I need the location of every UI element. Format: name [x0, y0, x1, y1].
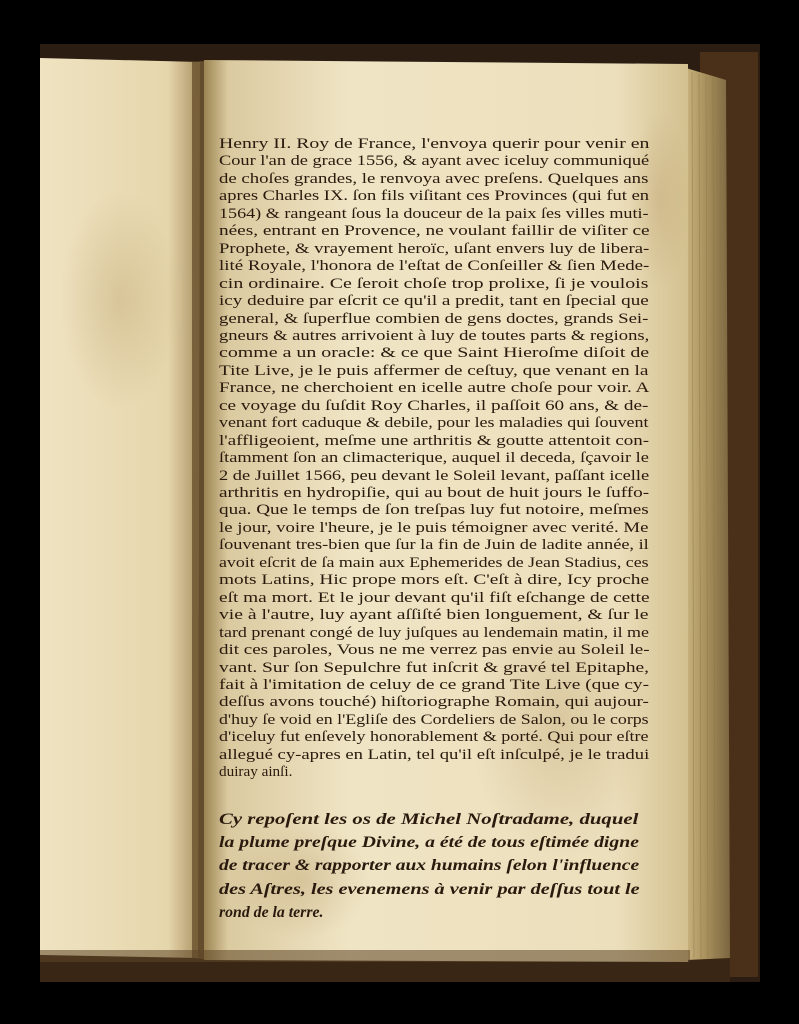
- right-page-line: la plume preſque Divine, a été de tous eſtimée digne: [219, 834, 639, 852]
- right-page-line: duiray ainſi.: [219, 763, 293, 781]
- right-page-line: de tracer & rapporter aux humains ſelon l'influence: [219, 857, 640, 875]
- right-page-line: 1564) & rangeant ſous la douceur de la paix ſes villes muti-: [219, 204, 649, 222]
- right-page-line: de choſes grandes, le renvoya avec preſens. Quelques ans: [219, 169, 649, 187]
- right-page-line: d'huy ſe void en l'Egliſe des Cordeliers de Salon, ou le corps: [219, 710, 649, 728]
- right-page-line: 2 de Juillet 1566, peu devant le Soleil levant, paſſant icelle: [219, 466, 650, 484]
- right-page-line: Cy repoſent les os de Michel Noſtradame, duquel: [219, 811, 639, 828]
- right-page-line: cin ordinaire. Ce ſeroit choſe trop prolixe, ſi je voulois: [219, 274, 649, 292]
- right-page-line: vant. Sur ſon Sepulchre fut inſcrit & gravé tel Epitaphe,: [219, 658, 649, 676]
- right-page-line: mots Latins, Hic prope mors eſt. C'eſt à dire, Icy proche: [219, 571, 650, 589]
- right-page-line: ſouvenant tres-bien que ſur la fin de Juin de ladite année, il: [219, 536, 649, 554]
- right-page-line: tard prenant congé de luy juſques au lendemain matin, il me: [219, 623, 649, 641]
- right-page-line: fait à l'imitation de celuy de ce grand Tite Live (que cy-: [219, 675, 650, 693]
- right-page-line: vie à l'autre, luy ayant aſſiſté bien longuement, & ſur le: [219, 606, 649, 624]
- right-page-line: Prophete, & vrayement heroïc, uſant envers luy de libera-: [219, 239, 650, 257]
- right-page-line: lité Royale, l'honora de l'eſtat de Conſeiller & ſien Mede-: [219, 257, 650, 275]
- right-page-line: deſſus avons touché) hiſtoriographe Romain, qui aujour-: [219, 693, 649, 711]
- right-page-line: avoit eſcrit de ſa main aux Ephemerides de Jean Stadius, ces: [219, 553, 649, 571]
- right-page-line: nées, entrant en Provence, ne voulant faillir de viſiter ce: [219, 222, 650, 240]
- right-page-line: apres Charles IX. ſon fils viſitant ces Provinces (qui fut en: [219, 187, 650, 205]
- right-page-line: des Aſtres, les evenemens à venir par deſſus tout le: [219, 880, 640, 898]
- right-page-line: arthritis en hydropiſie, qui au bout de huit jours le ſuffo-: [219, 484, 650, 501]
- right-page-line: le jour, voire l'heure, je le puis témoigner avec verité. Me: [219, 518, 649, 536]
- right-page-line: Tite Live, je le puis affermer de ceſtuy, que venant en la: [219, 361, 649, 379]
- right-page-line: venant fort caduque & debile, pour les maladies qui ſouvent: [219, 414, 649, 432]
- right-page-line: eſt ma mort. Et le jour devant qu'il fiſt eſchange de cette: [219, 588, 650, 606]
- right-page-line: Henry II. Roy de France, l'envoya querir pour venir en: [219, 135, 650, 152]
- right-page-line: comme a un oracle: & ce que Saint Hieroſme diſoit de: [219, 344, 650, 362]
- right-page-line: France, ne cherchoient en icelle autre choſe pour voir. A: [219, 379, 650, 397]
- right-page-line: dit ces paroles, Vous ne me verrez pas envie au Soleil le-: [219, 641, 650, 659]
- right-page-line: general, & ſuperflue combien de gens doctes, grands Sei-: [219, 309, 649, 327]
- right-page-line: allegué cy-apres en Latin, tel qu'il eſt inſculpé, je le tradui: [219, 745, 650, 763]
- right-page-line: gneurs & autres arrivoient à luy de toutes parts & regions,: [219, 326, 650, 344]
- right-page-line: ce voyage du ſuſdit Roy Charles, il paſſoit 60 ans, & de-: [219, 396, 649, 414]
- right-page-line: qua. Que le temps de ſon treſpas luy fut notoire, meſmes: [219, 501, 649, 519]
- right-page-line: Cour l'an de grace 1556, & ayant avec iceluy communiqué: [219, 152, 650, 170]
- right-page-line: rond de la terre.: [219, 903, 324, 921]
- right-page-line: ſtamment ſon an climacterique, auquel il deceda, ſçavoir le: [219, 449, 649, 467]
- right-page-line: l'affligeoient, meſme une arthritis & goutte attentoit con-: [219, 431, 650, 449]
- right-page-line: icy deduire par eſcrit ce qu'il a predit, tant en ſpecial que: [219, 292, 649, 310]
- right-page-line: d'iceluy fut enſevely honorablement & porté. Qui pour eſtre: [219, 728, 649, 746]
